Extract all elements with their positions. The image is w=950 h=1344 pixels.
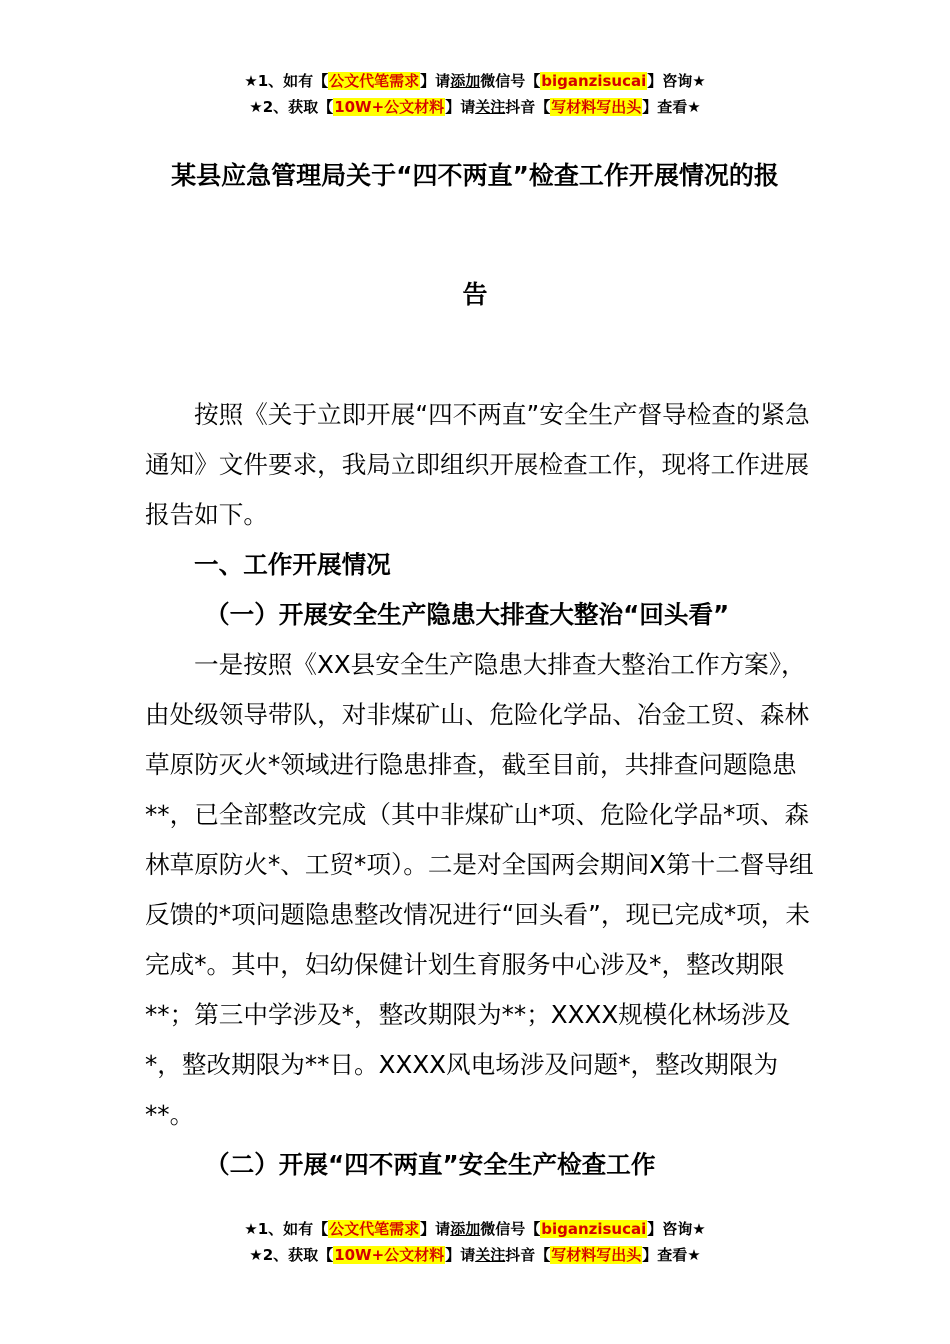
document-body: [145, 390, 825, 1190]
document-title-line-1: 某县应急管理局关于“四不两直”检查工作开展情况的报: [171, 161, 779, 190]
banner-text: 】请: [420, 1220, 451, 1238]
banner-underline: 添加: [450, 1220, 481, 1238]
banner-text: 】请: [445, 98, 476, 116]
section-heading-1: 一、工作开展情况: [194, 550, 391, 579]
banner-text: 微信号【: [480, 72, 541, 90]
top-banner-line-2: [0, 94, 950, 120]
banner-text: 】查看★: [642, 1246, 701, 1264]
subsection-heading-1: （一）开展安全生产隐患大排查大整治“回头看”: [205, 600, 730, 629]
banner-underline: 添加: [450, 72, 481, 90]
banner-text: 】请: [445, 1246, 476, 1264]
banner-highlight: 公文代笔需求: [329, 1220, 420, 1238]
banner-highlight: biganzisucai: [541, 1220, 647, 1238]
document-title-line-2: 告: [462, 280, 488, 309]
banner-text: 】咨询★: [647, 72, 706, 90]
top-promo-banner: [0, 68, 950, 120]
banner-text: ★2、获取【: [249, 1246, 334, 1264]
subsection-heading-2: （二）开展“四不两直”安全生产检查工作: [205, 1150, 656, 1179]
banner-highlight: 10W+公文材料: [334, 98, 445, 116]
intro-paragraph: 按照《关于立即开展“四不两直”安全生产督导检查的紧急通知》文件要求，我局立即组织开展检查工作，现将工作进展报告如下。: [145, 400, 810, 529]
banner-highlight: 10W+公文材料: [334, 1246, 445, 1264]
banner-underline: 关注: [475, 1246, 506, 1264]
banner-text: 】请: [420, 72, 451, 90]
banner-highlight: 公文代笔需求: [329, 72, 420, 90]
bottom-promo-banner: [0, 1216, 950, 1268]
banner-text: 抖音【: [505, 98, 551, 116]
banner-underline: 关注: [475, 98, 506, 116]
bottom-banner-line-2: [0, 1242, 950, 1268]
banner-text: 微信号【: [480, 1220, 541, 1238]
top-banner-line-1: [0, 68, 950, 94]
banner-text: 抖音【: [505, 1246, 551, 1264]
banner-text: ★1、如有【: [244, 1220, 329, 1238]
banner-text: ★2、获取【: [249, 98, 334, 116]
bottom-banner-line-1: [0, 1216, 950, 1242]
banner-text: 】查看★: [642, 98, 701, 116]
body-paragraph-1: 一是按照《XX县安全生产隐患大排查大整治工作方案》，由处级领导带队，对非煤矿山、危险化学品、冶金工贸、森林草原防灭火*领域进行隐患排查，截至目前，共排查问题隐患**，已全部整改完成（其中非煤矿山*项、危险化学品*项、森林草原防火*、工贸*项）。二是对全国两会期间X第十二督导组反馈的*项问题隐患整改情况进行“回头看”，现已完成*项，未完成*。其中，妇幼保健计划生育服务中心涉及*，整改期限**；第三中学涉及*，整改期限为**；XXXX规模化林场涉及*，整改期限为**日。XXXX风电场涉及问题*，整改期限为**。: [145, 650, 814, 1129]
banner-highlight: biganzisucai: [541, 72, 647, 90]
banner-text: ★1、如有【: [244, 72, 329, 90]
banner-text: 】咨询★: [647, 1220, 706, 1238]
banner-highlight: 写材料写出头: [551, 98, 642, 116]
banner-highlight: 写材料写出头: [551, 1246, 642, 1264]
